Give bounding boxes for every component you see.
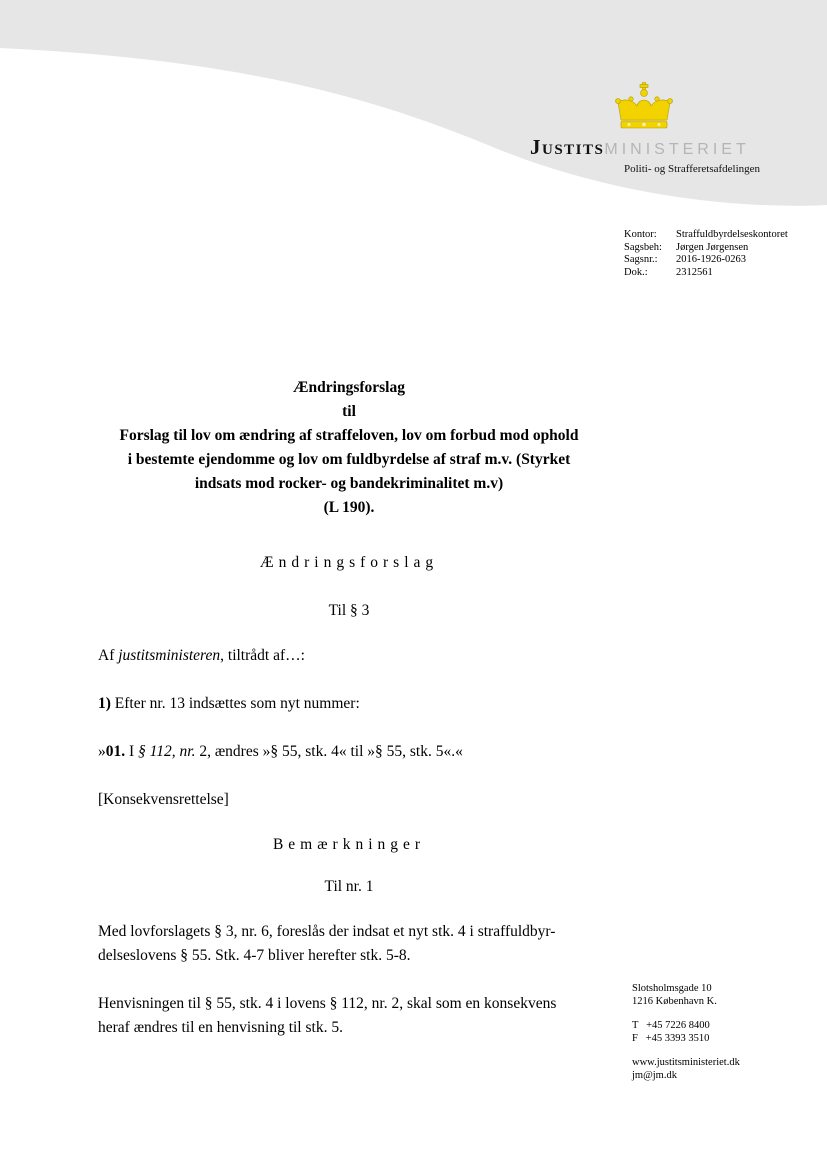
- case-metadata: [624, 229, 788, 279]
- meta-label: Sagsbeh:: [624, 241, 662, 253]
- proposer-suffix: , tiltrådt af…:: [220, 647, 305, 664]
- meta-row-case-number: [624, 254, 788, 267]
- meta-value: Straffuldbyrdelseskontoret: [676, 229, 788, 240]
- meta-label: Sagsnr.:: [624, 254, 658, 266]
- phone-number: T +45 7226 8400: [632, 1020, 710, 1031]
- meta-row-document: [624, 267, 788, 280]
- proposer-name: justitsministeren: [118, 647, 221, 664]
- email-link[interactable]: jm@jm.dk: [632, 1069, 677, 1081]
- meta-value: 2312561: [676, 266, 713, 278]
- meta-label: Kontor:: [624, 229, 657, 240]
- remarks-reference: Til nr. 1: [324, 878, 374, 895]
- ministry-address: [632, 983, 740, 1082]
- amendment-text: Efter nr. 13 indsættes som nyt nummer:: [110, 695, 360, 712]
- meta-value: 2016-1926-0263: [676, 254, 746, 266]
- section-heading: Ændringsforslag: [259, 554, 439, 571]
- letterhead-wave: [0, 0, 827, 215]
- change-i: I: [125, 743, 139, 760]
- meta-value: Jørgen Jørgensen: [676, 241, 749, 253]
- title-line: til: [342, 403, 356, 420]
- department-name: Politi- og Strafferetsafdelingen: [624, 163, 761, 175]
- wordmark-part-ministeriet: MINISTERIET: [604, 141, 750, 158]
- paragraph-reference: Til § 3: [328, 602, 370, 619]
- proposer-line: [98, 644, 600, 668]
- title-line: Forslag til lov om ændring af straffeloven, lov om forbud mod ophold: [119, 427, 579, 444]
- title-line: Ændringsforslag: [293, 379, 405, 396]
- consequential-note: [Konsekvensrettelse]: [98, 791, 229, 808]
- quote-open: »: [98, 743, 106, 760]
- remark-paragraph-1: [98, 920, 600, 968]
- address-city: 1216 København K.: [632, 995, 717, 1007]
- proposer-prefix: Af: [98, 647, 119, 664]
- document-body: [98, 376, 600, 1040]
- amendment-number: 1): [98, 695, 111, 712]
- remarks-heading: Bemærkninger: [272, 836, 426, 853]
- meta-row-office: [624, 229, 788, 242]
- text-line: Med lovforslagets § 3, nr. 6, foreslås der indsat et nyt stk. 4 i straffuldbyr-: [98, 923, 556, 940]
- amendment-change: [98, 740, 600, 764]
- meta-label: Dok.:: [624, 266, 648, 278]
- address-street: Slotsholmsgade 10: [632, 983, 712, 994]
- title-line: (L 190).: [323, 499, 375, 516]
- wordmark-part-justits: Justits: [530, 135, 605, 159]
- amendment-item: [98, 692, 600, 716]
- fax-number: F +45 3393 3510: [632, 1032, 710, 1044]
- change-reference: § 112, nr.: [138, 743, 196, 760]
- crown-logo-icon: [615, 82, 673, 130]
- remark-paragraph-2: [98, 992, 600, 1040]
- meta-row-handler: [624, 242, 788, 255]
- title-line: i bestemte ejendomme og lov om fuldbyrdelse af straf m.v. (Styrket: [127, 451, 571, 468]
- text-line: Henvisningen til § 55, stk. 4 i lovens § 112, nr. 2, skal som en konsekvens: [98, 995, 557, 1012]
- title-line: indsats mod rocker- og bandekriminalitet m.v): [194, 475, 504, 492]
- document-title: [98, 376, 600, 520]
- text-line: delseslovens § 55. Stk. 4-7 bliver herefter stk. 5-8.: [98, 947, 411, 964]
- website-link[interactable]: www.justitsministeriet.dk: [632, 1057, 740, 1068]
- change-number: 01.: [105, 743, 126, 760]
- change-rest: 2, ændres »§ 55, stk. 4« til »§ 55, stk. 5«.«: [195, 743, 463, 760]
- ministry-wordmark: [530, 136, 750, 161]
- text-line: heraf ændres til en henvisning til stk. 5.: [98, 1019, 343, 1036]
